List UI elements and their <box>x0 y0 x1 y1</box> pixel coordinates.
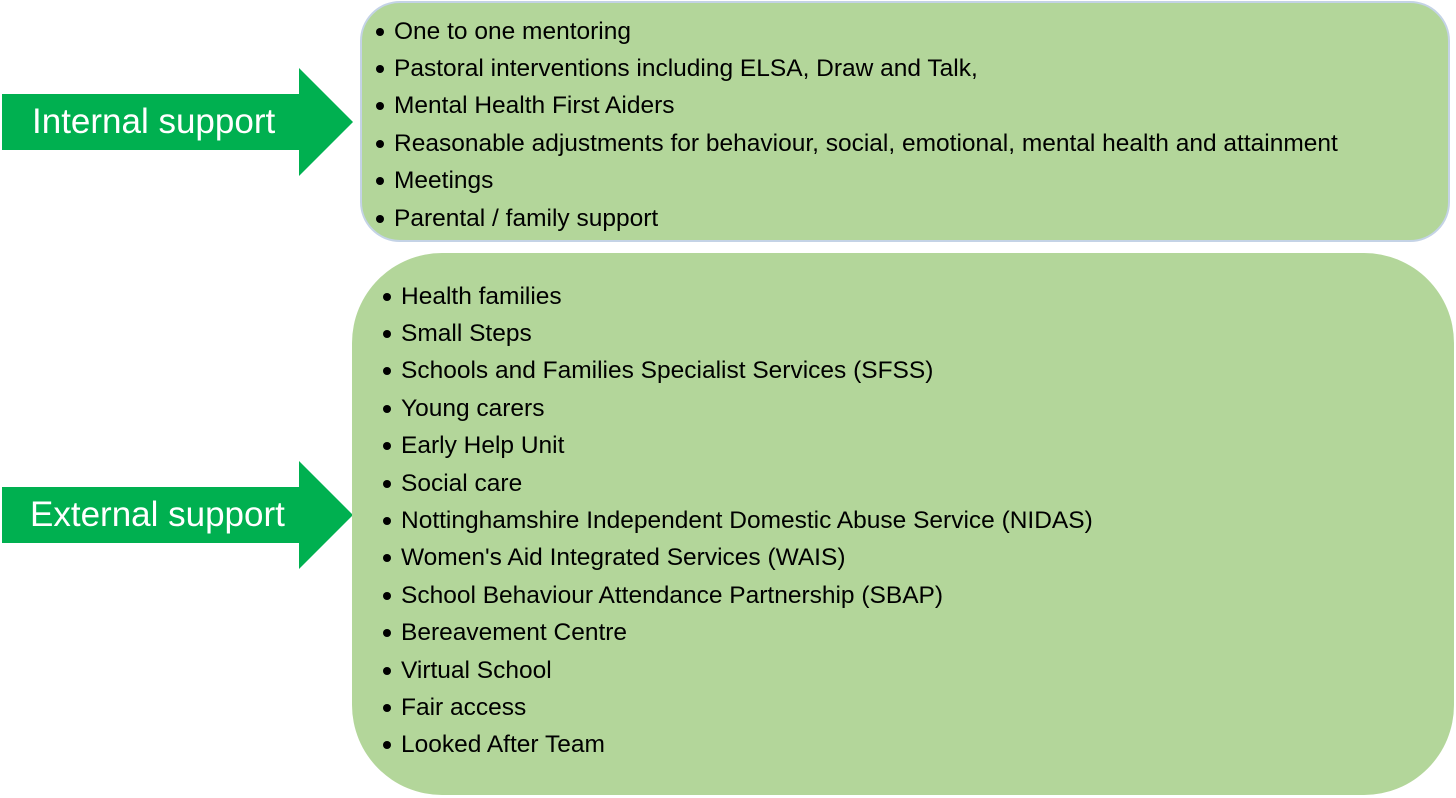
internal-support-list <box>376 13 1338 237</box>
bullet-icon <box>383 293 391 301</box>
list-item: Virtual School <box>383 652 1093 689</box>
bullet-icon <box>376 65 384 73</box>
list-item: Meetings <box>376 163 1338 200</box>
bullet-icon <box>383 592 391 600</box>
list-item: Early Help Unit <box>383 428 1093 465</box>
list-item: Social care <box>383 465 1093 502</box>
bullet-icon <box>383 405 391 413</box>
bullet-icon <box>383 629 391 637</box>
internal-support-label: Internal support <box>32 102 276 141</box>
bullet-icon <box>383 517 391 525</box>
list-item: Looked After Team <box>383 727 1093 764</box>
bullet-icon <box>383 330 391 338</box>
list-item: Bereavement Centre <box>383 615 1093 652</box>
bullet-icon <box>383 667 391 675</box>
list-item: Women's Aid Integrated Services (WAIS) <box>383 540 1093 577</box>
internal-support-arrow <box>0 66 356 178</box>
external-support-arrow <box>0 459 356 571</box>
internal-support-box <box>360 1 1450 242</box>
bullet-icon <box>383 442 391 450</box>
bullet-icon <box>376 215 384 223</box>
list-item: Health families <box>383 278 1093 315</box>
bullet-icon <box>376 102 384 110</box>
bullet-icon <box>376 177 384 185</box>
list-item: Nottinghamshire Independent Domestic Abuse Service (NIDAS) <box>383 502 1093 539</box>
list-item: Reasonable adjustments for behaviour, social, emotional, mental health and attainment <box>376 125 1338 162</box>
list-item: Schools and Families Specialist Services (SFSS) <box>383 353 1093 390</box>
bullet-icon <box>383 554 391 562</box>
external-support-list <box>383 278 1093 764</box>
bullet-icon <box>376 28 384 36</box>
bullet-icon <box>376 140 384 148</box>
list-item: Parental / family support <box>376 200 1338 237</box>
external-support-box <box>352 253 1454 795</box>
bullet-icon <box>383 480 391 488</box>
list-item: Small Steps <box>383 315 1093 352</box>
list-item: Pastoral interventions including ELSA, Draw and Talk, <box>376 50 1338 87</box>
bullet-icon <box>383 741 391 749</box>
list-item: School Behaviour Attendance Partnership (SBAP) <box>383 577 1093 614</box>
bullet-icon <box>383 367 391 375</box>
list-item: Fair access <box>383 689 1093 726</box>
list-item: Mental Health First Aiders <box>376 88 1338 125</box>
bullet-icon <box>383 704 391 712</box>
list-item: Young carers <box>383 390 1093 427</box>
list-item: One to one mentoring <box>376 13 1338 50</box>
external-support-label: External support <box>30 495 285 534</box>
